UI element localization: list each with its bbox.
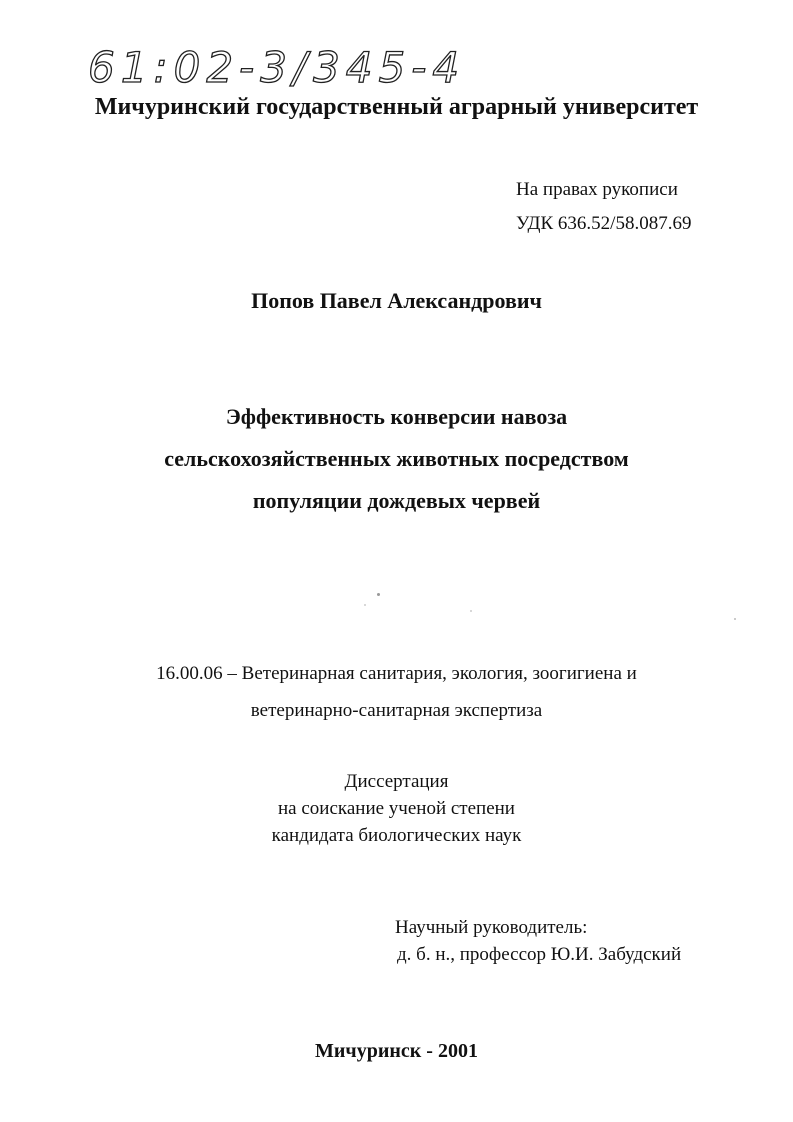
scan-speck	[470, 610, 472, 612]
specialty-line: 16.00.06 – Ветеринарная санитария, экология, зоогигиена и	[156, 663, 637, 684]
degree-line: Диссертация	[344, 771, 449, 792]
degree-statement	[0, 768, 793, 849]
rights-block	[516, 173, 691, 241]
archive-number-text: 61:02-3/345-4	[88, 43, 466, 92]
title-line: Эффективность конверсии навоза	[225, 404, 568, 429]
scan-speck	[734, 618, 736, 620]
scan-speck	[364, 604, 366, 606]
city-year: Мичуринск - 2001	[315, 1040, 478, 1062]
university-name: Мичуринский государственный аграрный университет	[94, 94, 699, 120]
scan-speck	[377, 593, 380, 596]
handwritten-archive-number	[84, 36, 484, 96]
dissertation-title	[0, 396, 793, 522]
handwritten-archive-number-drawing	[84, 36, 484, 96]
udc-code: УДК 636.52/58.087.69	[516, 213, 692, 234]
title-line: сельскохозяйственных животных посредством	[164, 446, 629, 471]
specialty-line: ветеринарно-санитарная экспертиза	[250, 700, 543, 721]
supervisor-name: д. б. н., профессор Ю.И. Забудский	[397, 944, 682, 965]
degree-line: на соискание ученой степени	[278, 798, 515, 819]
specialty-code	[0, 655, 793, 729]
author-name: Попов Павел Александрович	[251, 288, 542, 313]
manuscript-rights-label: На правах рукописи	[516, 179, 678, 200]
supervisor-block	[395, 914, 681, 968]
degree-line: кандидата биологических наук	[271, 825, 522, 846]
title-line: популяции дождевых червей	[252, 488, 541, 513]
supervisor-label: Научный руководитель:	[395, 917, 588, 938]
